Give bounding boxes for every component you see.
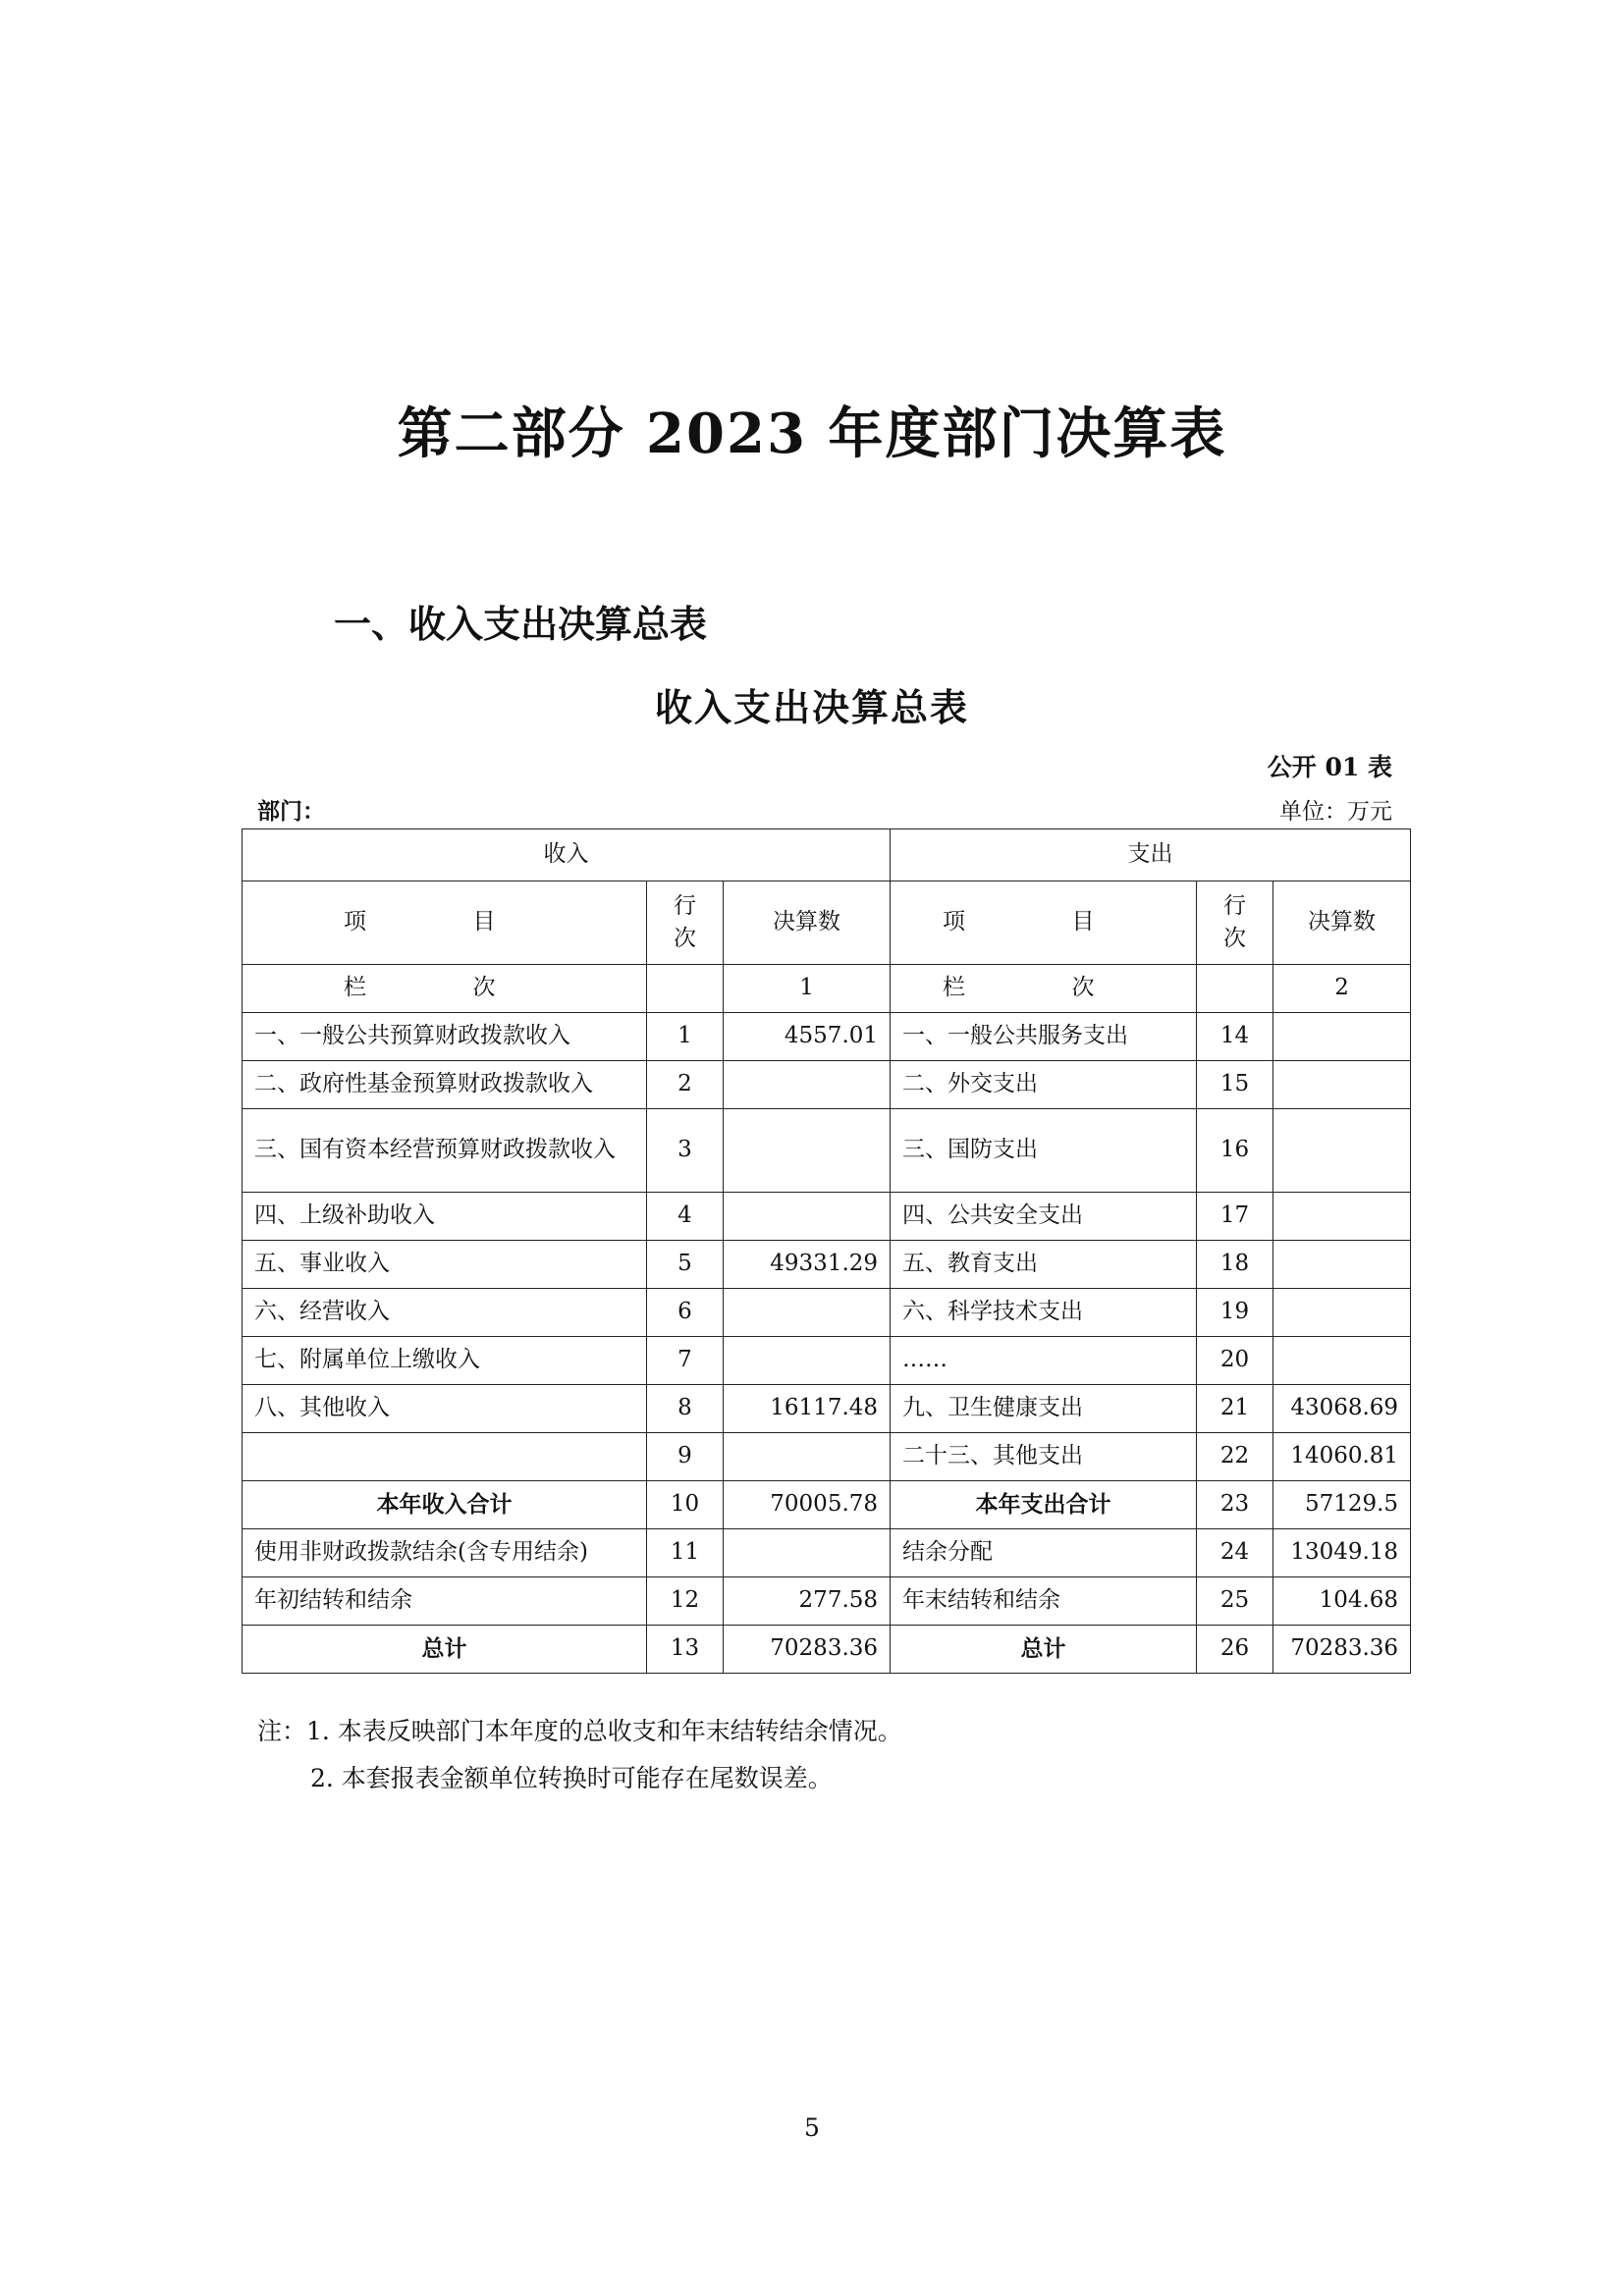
income-amount-cell xyxy=(724,1289,891,1337)
expense-row-no-header: 行 次 xyxy=(1197,881,1273,965)
income-row-no-cell: 4 xyxy=(647,1193,724,1241)
table-row xyxy=(243,1061,1411,1109)
table-row xyxy=(243,1241,1411,1289)
expense-amount-cell xyxy=(1273,1241,1411,1289)
form-code: 公开 01 表 xyxy=(1267,753,1392,781)
expense-item-cell: 二、外交支出 xyxy=(891,1061,1197,1109)
expense-row-no-cell: 21 xyxy=(1197,1385,1273,1433)
income-amount-cell xyxy=(724,1109,891,1193)
expense-amount-cell xyxy=(1273,1337,1411,1385)
income-index-no xyxy=(647,965,724,1013)
income-amount-cell: 70283.36 xyxy=(724,1626,891,1674)
income-item-header: 项 目 xyxy=(243,881,647,965)
income-item-cell: 三、国有资本经营预算财政拨款收入 xyxy=(243,1109,647,1193)
income-amount-cell xyxy=(724,1433,891,1481)
income-row-no-cell: 11 xyxy=(647,1529,724,1577)
income-amount-cell xyxy=(724,1529,891,1577)
income-row-no-cell: 1 xyxy=(647,1013,724,1061)
footnote-1: 注：1. 本表反映部门本年度的总收支和年末结转结余情况。 xyxy=(257,1717,902,1745)
expense-item-cell: 四、公共安全支出 xyxy=(891,1193,1197,1241)
expense-amount-cell xyxy=(1273,1061,1411,1109)
income-item-cell: 本年收入合计 xyxy=(243,1481,647,1529)
income-amount-cell xyxy=(724,1061,891,1109)
expense-row-no-cell: 24 xyxy=(1197,1529,1273,1577)
page-title: 第二部分 2023 年度部门决算表 xyxy=(397,401,1227,466)
income-amount-header: 决算数 xyxy=(724,881,891,965)
income-amount-cell: 49331.29 xyxy=(724,1241,891,1289)
expense-amount-cell: 57129.5 xyxy=(1273,1481,1411,1529)
expense-item-cell: 九、卫生健康支出 xyxy=(891,1385,1197,1433)
income-item-cell: 年初结转和结余 xyxy=(243,1577,647,1626)
footnote-2: 2. 本套报表金额单位转换时可能存在尾数误差。 xyxy=(310,1764,833,1792)
expense-amount-cell xyxy=(1273,1109,1411,1193)
expense-amount-cell xyxy=(1273,1013,1411,1061)
income-item-cell: 总计 xyxy=(243,1626,647,1674)
expense-row-no-cell: 14 xyxy=(1197,1013,1273,1061)
income-item-cell: 使用非财政拨款结余(含专用结余) xyxy=(243,1529,647,1577)
table-title: 收入支出决算总表 xyxy=(654,685,969,729)
income-row-no-cell: 5 xyxy=(647,1241,724,1289)
expense-item-cell: 三、国防支出 xyxy=(891,1109,1197,1193)
section-header-row xyxy=(243,829,1411,881)
income-row-no-cell: 8 xyxy=(647,1385,724,1433)
income-item-cell xyxy=(243,1433,647,1481)
expense-row-no-cell: 16 xyxy=(1197,1109,1273,1193)
table-row xyxy=(243,1433,1411,1481)
table-row xyxy=(243,1577,1411,1626)
income-row-no-cell: 2 xyxy=(647,1061,724,1109)
income-item-cell: 四、上级补助收入 xyxy=(243,1193,647,1241)
expense-row-no-cell: 15 xyxy=(1197,1061,1273,1109)
income-amount-cell xyxy=(724,1193,891,1241)
expense-row-no-cell: 17 xyxy=(1197,1193,1273,1241)
expense-amount-header: 决算数 xyxy=(1273,881,1411,965)
expense-index-no xyxy=(1197,965,1273,1013)
income-col-index: 1 xyxy=(724,965,891,1013)
expense-amount-cell: 43068.69 xyxy=(1273,1385,1411,1433)
expense-amount-cell: 70283.36 xyxy=(1273,1626,1411,1674)
income-item-cell: 五、事业收入 xyxy=(243,1241,647,1289)
table-total-row xyxy=(243,1626,1411,1674)
budget-table-body xyxy=(243,829,1411,1674)
table-row xyxy=(243,1289,1411,1337)
expense-row-no-cell: 18 xyxy=(1197,1241,1273,1289)
expense-section-header: 支出 xyxy=(891,829,1411,881)
expense-item-cell: 五、教育支出 xyxy=(891,1241,1197,1289)
section-heading: 一、收入支出决算总表 xyxy=(334,602,708,646)
budget-summary-table xyxy=(242,828,1411,1674)
income-row-no-cell: 7 xyxy=(647,1337,724,1385)
expense-amount-cell: 13049.18 xyxy=(1273,1529,1411,1577)
income-amount-cell: 16117.48 xyxy=(724,1385,891,1433)
expense-row-no-cell: 26 xyxy=(1197,1626,1273,1674)
income-row-no-cell: 9 xyxy=(647,1433,724,1481)
income-amount-cell xyxy=(724,1337,891,1385)
expense-item-cell: 一、一般公共服务支出 xyxy=(891,1013,1197,1061)
expense-row-no-cell: 25 xyxy=(1197,1577,1273,1626)
expense-amount-cell: 14060.81 xyxy=(1273,1433,1411,1481)
expense-row-no-cell: 22 xyxy=(1197,1433,1273,1481)
income-row-no-header: 行 次 xyxy=(647,881,724,965)
expense-item-cell: 总计 xyxy=(891,1626,1197,1674)
income-row-no-cell: 13 xyxy=(647,1626,724,1674)
table-total-row xyxy=(243,1481,1411,1529)
table-row xyxy=(243,1109,1411,1193)
expense-item-cell: 二十三、其他支出 xyxy=(891,1433,1197,1481)
income-row-no-cell: 10 xyxy=(647,1481,724,1529)
expense-item-cell: …… xyxy=(891,1337,1197,1385)
income-row-no-cell: 3 xyxy=(647,1109,724,1193)
expense-row-no-cell: 19 xyxy=(1197,1289,1273,1337)
table-row xyxy=(243,1529,1411,1577)
column-index-row xyxy=(243,965,1411,1013)
page-number: 5 xyxy=(804,2113,820,2142)
expense-item-cell: 本年支出合计 xyxy=(891,1481,1197,1529)
expense-amount-cell xyxy=(1273,1193,1411,1241)
expense-col-index: 2 xyxy=(1273,965,1411,1013)
income-item-cell: 一、一般公共预算财政拨款收入 xyxy=(243,1013,647,1061)
expense-row-no-cell: 23 xyxy=(1197,1481,1273,1529)
expense-item-cell: 年末结转和结余 xyxy=(891,1577,1197,1626)
table-row xyxy=(243,1385,1411,1433)
expense-item-cell: 结余分配 xyxy=(891,1529,1197,1577)
expense-index-label: 栏 次 xyxy=(891,965,1197,1013)
expense-item-cell: 六、科学技术支出 xyxy=(891,1289,1197,1337)
expense-item-header: 项 目 xyxy=(891,881,1197,965)
income-amount-cell: 277.58 xyxy=(724,1577,891,1626)
expense-amount-cell xyxy=(1273,1289,1411,1337)
table-row xyxy=(243,1013,1411,1061)
income-amount-cell: 70005.78 xyxy=(724,1481,891,1529)
income-item-cell: 七、附属单位上缴收入 xyxy=(243,1337,647,1385)
table-row xyxy=(243,1337,1411,1385)
income-row-no-cell: 12 xyxy=(647,1577,724,1626)
department-label: 部门： xyxy=(257,798,325,825)
income-item-cell: 二、政府性基金预算财政拨款收入 xyxy=(243,1061,647,1109)
expense-amount-cell: 104.68 xyxy=(1273,1577,1411,1626)
income-amount-cell: 4557.01 xyxy=(724,1013,891,1061)
expense-row-no-cell: 20 xyxy=(1197,1337,1273,1385)
income-row-no-cell: 6 xyxy=(647,1289,724,1337)
income-item-cell: 六、经营收入 xyxy=(243,1289,647,1337)
income-item-cell: 八、其他收入 xyxy=(243,1385,647,1433)
income-section-header: 收入 xyxy=(243,829,891,881)
column-header-row xyxy=(243,881,1411,965)
table-row xyxy=(243,1193,1411,1241)
income-index-label: 栏 次 xyxy=(243,965,647,1013)
unit-label: 单位：万元 xyxy=(1279,799,1392,825)
